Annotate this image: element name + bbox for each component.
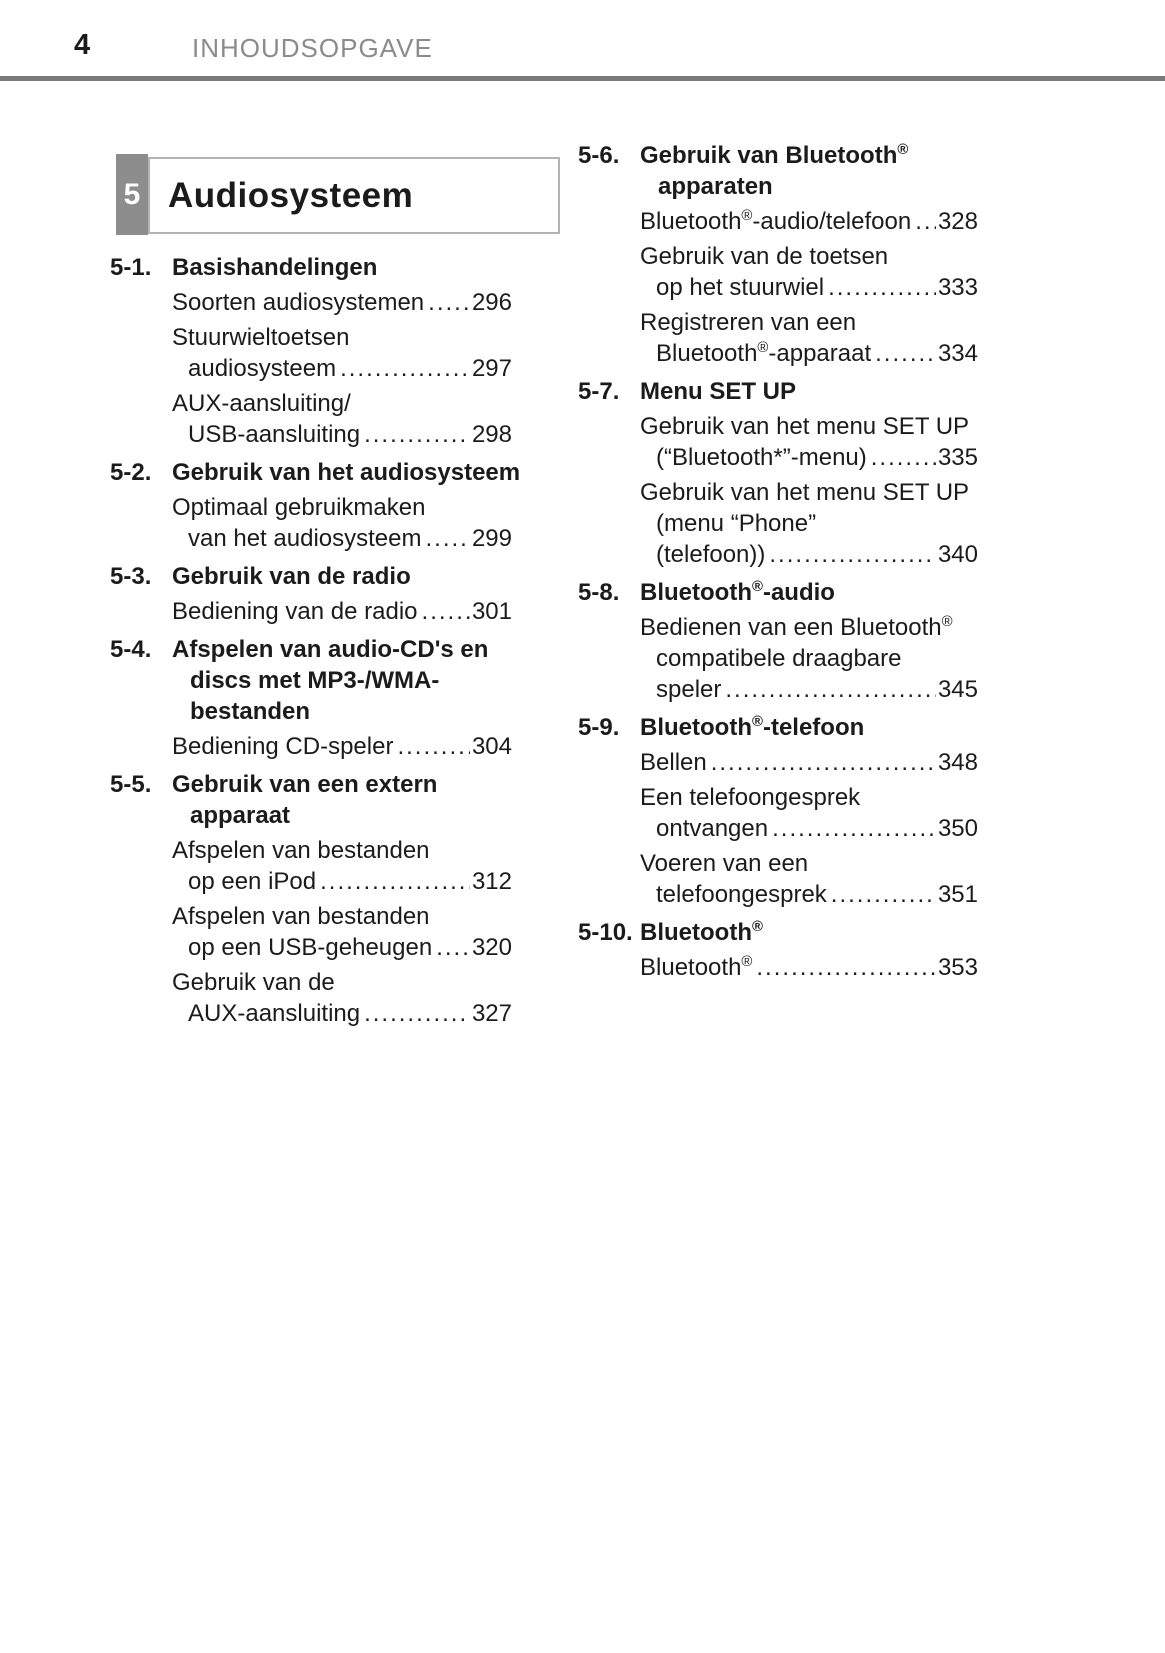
dot-leader bbox=[772, 813, 936, 844]
toc-entry-label: compatibele draagbare bbox=[656, 645, 902, 672]
dot-leader bbox=[831, 879, 936, 910]
dot-leader bbox=[711, 747, 936, 778]
toc-entry-page: 334 bbox=[937, 340, 978, 367]
toc-section bbox=[578, 712, 978, 910]
toc-section bbox=[110, 457, 521, 554]
toc-section-number: 5-5. bbox=[110, 771, 152, 798]
toc-section bbox=[110, 252, 512, 450]
toc-entry-page: 350 bbox=[937, 815, 978, 842]
toc-entry bbox=[578, 612, 978, 705]
toc-section-title-line: Basishandelingen bbox=[172, 254, 378, 281]
toc-section-title bbox=[640, 140, 978, 202]
toc-section-number: 5-2. bbox=[110, 459, 152, 486]
toc-entry-row bbox=[640, 442, 978, 473]
chapter-title-box bbox=[148, 157, 560, 234]
toc-section bbox=[110, 634, 512, 762]
toc-entry-page: 312 bbox=[471, 868, 512, 895]
toc-entry-row bbox=[172, 998, 512, 1029]
dot-leader bbox=[828, 272, 936, 303]
toc-section-heading bbox=[578, 376, 978, 407]
toc-entry bbox=[110, 731, 512, 762]
toc-entry-row bbox=[640, 674, 978, 705]
toc-entry bbox=[110, 287, 512, 318]
toc-section-title bbox=[640, 917, 978, 948]
dot-leader bbox=[422, 596, 470, 627]
header-rule bbox=[0, 76, 1165, 81]
toc-section-heading bbox=[110, 252, 512, 283]
toc-entry-page: 301 bbox=[471, 598, 512, 625]
toc-entry-label: Bedienen van een Bluetooth® bbox=[640, 614, 953, 641]
toc-entry-row bbox=[640, 952, 978, 983]
toc-column-left bbox=[110, 252, 521, 1029]
toc-entry-label: Afspelen van bestanden bbox=[172, 903, 430, 930]
toc-entry-label: speler bbox=[656, 676, 722, 703]
toc-entry bbox=[578, 782, 978, 844]
toc-section-number: 5-8. bbox=[578, 579, 620, 606]
chapter-title: Audiosysteem bbox=[168, 175, 414, 215]
toc-entry-page: 345 bbox=[937, 676, 978, 703]
toc-section bbox=[578, 577, 978, 705]
toc-section bbox=[110, 561, 512, 627]
toc-entry-label: op een USB-geheugen bbox=[188, 934, 433, 961]
toc-section-title-line: apparaten bbox=[658, 173, 773, 200]
toc-entry-label: Soorten audiosystemen bbox=[172, 289, 425, 316]
toc-entry-label: audiosysteem bbox=[188, 355, 337, 382]
toc-entry-page: 353 bbox=[937, 954, 978, 981]
toc-entry-page: 351 bbox=[937, 881, 978, 908]
toc-section-number: 5-6. bbox=[578, 142, 620, 169]
toc-entry-row bbox=[640, 813, 978, 844]
toc-entry-label: (menu “Phone” bbox=[656, 510, 817, 537]
toc-section-title-line: Gebruik van een extern bbox=[172, 771, 438, 798]
toc-section-title bbox=[172, 457, 520, 488]
toc-entry-page: 327 bbox=[471, 1000, 512, 1027]
toc-section-title bbox=[172, 634, 512, 727]
toc-entry bbox=[110, 492, 512, 554]
toc-entry-page: 298 bbox=[471, 421, 512, 448]
toc-section-number: 5-1. bbox=[110, 254, 152, 281]
toc-entry-page: 328 bbox=[937, 208, 978, 235]
toc-entry bbox=[578, 477, 978, 570]
dot-leader bbox=[425, 523, 469, 554]
toc-entry bbox=[578, 747, 978, 778]
page-title: INHOUDSOPGAVE bbox=[192, 33, 433, 63]
toc-entry-row bbox=[172, 731, 512, 762]
toc-entry bbox=[110, 322, 512, 384]
toc-entry-page: 320 bbox=[471, 934, 512, 961]
toc-section-title-line: Bluetooth® bbox=[640, 919, 763, 946]
toc-section-title-line: apparaat bbox=[190, 802, 291, 829]
toc-section-heading bbox=[110, 457, 521, 488]
toc-entry-row bbox=[172, 523, 512, 554]
toc-entry-row bbox=[640, 879, 978, 910]
toc-section-number: 5-7. bbox=[578, 378, 620, 405]
toc-entry-label: Bediening van de radio bbox=[172, 598, 418, 625]
toc-entry-label: Registreren van een bbox=[640, 309, 857, 336]
toc-entry-label: Bluetooth®-apparaat bbox=[656, 340, 872, 367]
toc-entry-row bbox=[172, 866, 512, 897]
toc-entry bbox=[110, 901, 512, 963]
toc-section-title-line: Gebruik van het audiosysteem bbox=[172, 459, 521, 486]
toc-section-title-line: Gebruik van Bluetooth® bbox=[640, 142, 909, 169]
toc-entry-row bbox=[172, 353, 512, 384]
toc-section-heading bbox=[110, 634, 512, 727]
toc-entry-page: 299 bbox=[471, 525, 512, 552]
chapter-number: 5 bbox=[123, 177, 141, 211]
toc-section-heading bbox=[578, 577, 978, 608]
toc-section-title-line: Afspelen van audio-CD's en bbox=[172, 636, 489, 663]
dot-leader bbox=[320, 866, 470, 897]
dot-leader bbox=[915, 206, 936, 237]
toc-section-title bbox=[172, 561, 512, 592]
toc-section-title bbox=[640, 712, 978, 743]
toc-entry bbox=[578, 307, 978, 369]
toc-entry-label: Stuurwieltoetsen bbox=[172, 324, 350, 351]
toc-entry-label: Afspelen van bestanden bbox=[172, 837, 430, 864]
toc-section-heading bbox=[578, 712, 978, 743]
dot-leader bbox=[875, 338, 936, 369]
dot-leader bbox=[364, 998, 470, 1029]
toc-entry-row bbox=[640, 539, 978, 570]
toc-entry-label: (“Bluetooth*”-menu) bbox=[656, 444, 867, 471]
toc-entry-label: op het stuurwiel bbox=[656, 274, 825, 301]
toc-section-heading bbox=[110, 769, 512, 831]
toc-entry bbox=[578, 411, 978, 473]
toc-entry-label: Gebruik van het menu SET UP bbox=[640, 413, 970, 440]
toc-section-number: 5-9. bbox=[578, 714, 620, 741]
toc-entry-page: 304 bbox=[471, 733, 512, 760]
toc-entry-label: op een iPod bbox=[188, 868, 317, 895]
toc-entry-page: 340 bbox=[937, 541, 978, 568]
toc-section-title-line: bestanden bbox=[190, 698, 311, 725]
toc-section bbox=[578, 140, 978, 369]
toc-section-title-line: Bluetooth®-audio bbox=[640, 579, 835, 606]
toc-entry-row bbox=[172, 419, 512, 450]
toc-entry-page: 348 bbox=[937, 749, 978, 776]
toc-entry-row bbox=[172, 596, 512, 627]
toc-section-title-line: Bluetooth®-telefoon bbox=[640, 714, 865, 741]
toc-entry bbox=[110, 967, 512, 1029]
toc-entry-page: 297 bbox=[471, 355, 512, 382]
toc-entry-label: Gebruik van de toetsen bbox=[640, 243, 889, 270]
toc-entry-page: 335 bbox=[937, 444, 978, 471]
toc-entry-page: 296 bbox=[471, 289, 512, 316]
toc-entry-label: telefoongesprek bbox=[656, 881, 827, 908]
toc-entry-label: Bediening CD-speler bbox=[172, 733, 394, 760]
toc-entry-label: Bellen bbox=[640, 749, 707, 776]
toc-section-title bbox=[172, 252, 512, 283]
dot-leader bbox=[397, 731, 470, 762]
chapter-number-tab bbox=[116, 154, 148, 235]
toc-entry bbox=[110, 835, 512, 897]
toc-entry bbox=[110, 596, 512, 627]
toc-entry-label: Gebruik van het menu SET UP bbox=[640, 479, 970, 506]
toc-entry-row bbox=[172, 287, 512, 318]
toc-entry-row bbox=[640, 206, 978, 237]
dot-leader bbox=[364, 419, 470, 450]
toc-entry-label: Gebruik van de bbox=[172, 969, 335, 996]
toc-entry-label: ontvangen bbox=[656, 815, 769, 842]
toc-section-number: 5-10. bbox=[578, 919, 633, 946]
toc-section-title bbox=[172, 769, 512, 831]
toc-entry bbox=[578, 952, 978, 983]
toc-section-title bbox=[640, 376, 978, 407]
toc-entry bbox=[110, 388, 512, 450]
toc-section-title-line: discs met MP3-/WMA- bbox=[190, 667, 440, 694]
toc-section bbox=[578, 376, 978, 570]
toc-entry-label: AUX-aansluiting/ bbox=[172, 390, 351, 417]
toc-column-right bbox=[578, 140, 978, 983]
dot-leader bbox=[769, 539, 936, 570]
toc-section-heading bbox=[578, 140, 978, 202]
toc-entry-label: Een telefoongesprek bbox=[640, 784, 861, 811]
toc-entry-label: Voeren van een bbox=[640, 850, 809, 877]
toc-entry bbox=[578, 206, 978, 237]
toc-section-title-line: Gebruik van de radio bbox=[172, 563, 411, 590]
dot-leader bbox=[436, 932, 470, 963]
toc-entry-label: Bluetooth® bbox=[640, 954, 753, 981]
dot-leader bbox=[725, 674, 936, 705]
toc-section bbox=[110, 769, 512, 1029]
dot-leader bbox=[428, 287, 470, 318]
dot-leader bbox=[871, 442, 936, 473]
toc-section-heading bbox=[110, 561, 512, 592]
toc-section-heading bbox=[578, 917, 978, 948]
toc-entry-row bbox=[640, 338, 978, 369]
toc-entry-row bbox=[172, 932, 512, 963]
toc-entry bbox=[578, 241, 978, 303]
toc-entry-label: AUX-aansluiting bbox=[188, 1000, 361, 1027]
dot-leader bbox=[340, 353, 470, 384]
toc-section-number: 5-3. bbox=[110, 563, 152, 590]
toc-entry-row bbox=[640, 272, 978, 303]
toc-entry-label: Bluetooth®-audio/telefoon bbox=[640, 208, 912, 235]
toc-entry-label: USB-aansluiting bbox=[188, 421, 361, 448]
dot-leader bbox=[756, 952, 936, 983]
toc-section-number: 5-4. bbox=[110, 636, 152, 663]
toc-section-title-line: Menu SET UP bbox=[640, 378, 797, 405]
toc-entry-label: van het audiosysteem bbox=[188, 525, 422, 552]
toc-entry bbox=[578, 848, 978, 910]
toc-section-title bbox=[640, 577, 978, 608]
toc-entry-page: 333 bbox=[937, 274, 978, 301]
toc-entry-label: (telefoon)) bbox=[656, 541, 766, 568]
toc-entry-row bbox=[640, 747, 978, 778]
toc-entry-label: Optimaal gebruikmaken bbox=[172, 494, 426, 521]
toc-section bbox=[578, 917, 978, 983]
page-number: 4 bbox=[74, 29, 91, 61]
